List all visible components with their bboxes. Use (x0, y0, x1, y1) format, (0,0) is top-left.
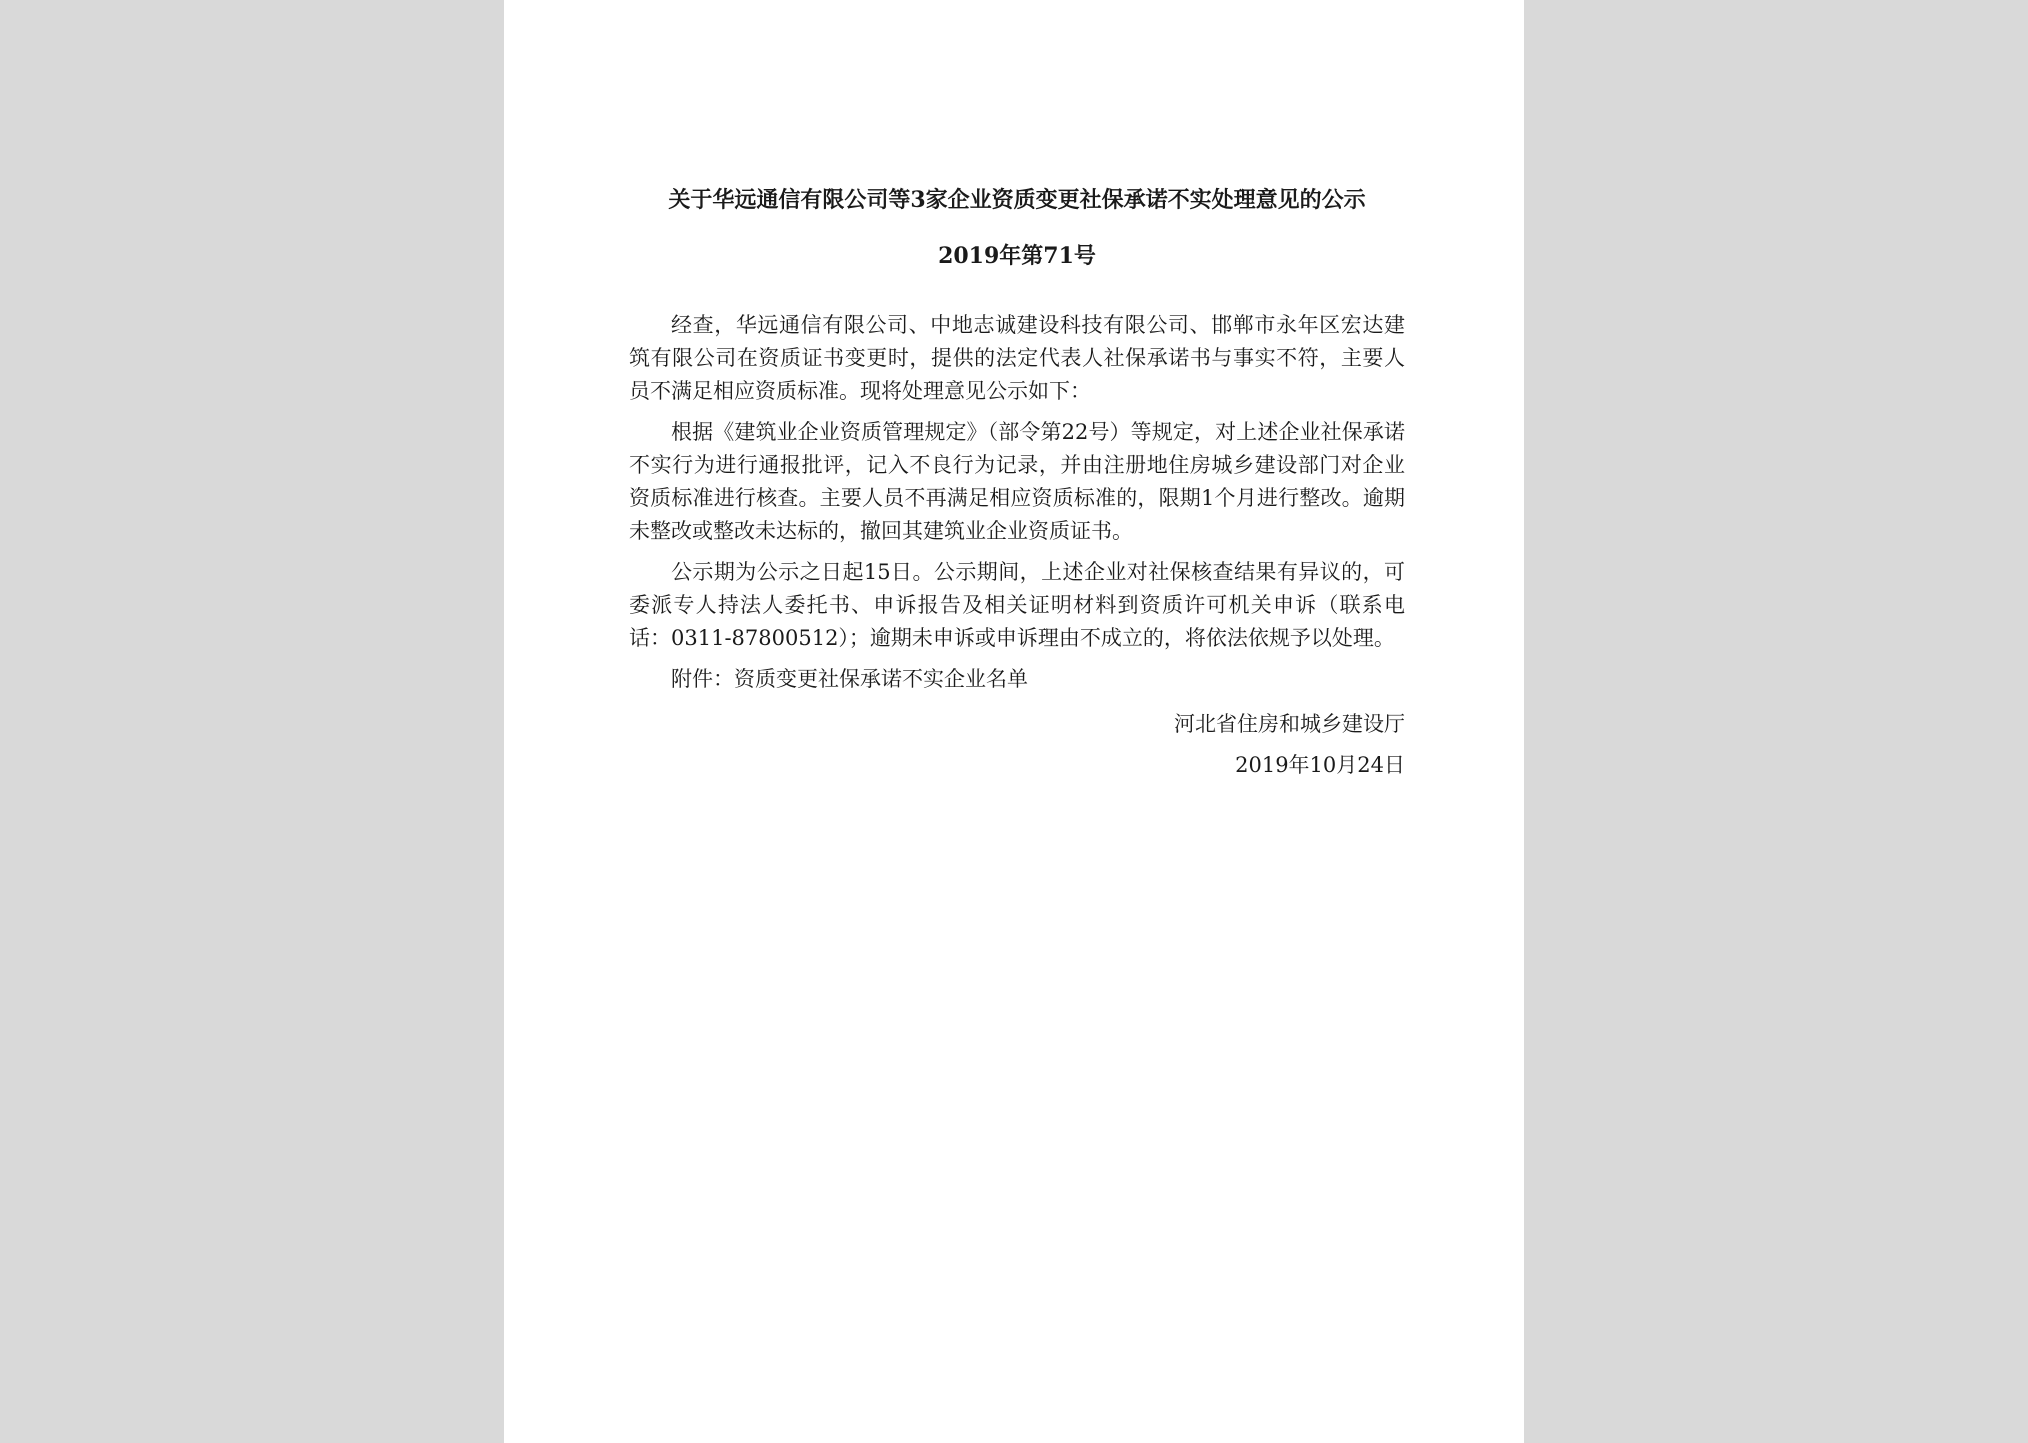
document-number: 2019年第71号 (938, 243, 1096, 269)
paragraph-attachment: 附件：资质变更社保承诺不实企业名单 (671, 667, 1028, 691)
document-page (504, 0, 1524, 1443)
paragraph-findings: 经查，华远通信有限公司、中地志诚建设科技有限公司、邯郸市永年区宏达建筑有限公司在资质证书变更时，提供的法定代表人社保承诺书与事实不符，主要人员不满足相应资质标准。现将处理意见公示如下： (629, 313, 1405, 403)
signature-block (629, 708, 1405, 782)
issuer-name: 河北省住房和城乡建设厅 (1174, 712, 1405, 736)
document-title: 关于华远通信有限公司等3家企业资质变更社保承诺不实处理意见的公示 (668, 187, 1366, 213)
paragraph-public-period: 公示期为公示之日起15日。公示期间，上述企业对社保核查结果有异议的，可委派专人持法人委托书、申诉报告及相关证明材料到资质许可机关申诉（联系电话：0311-87800512）；逾期未申诉或申诉理由不成立的，将依法依规予以处理。 (629, 560, 1405, 650)
document-body (629, 309, 1405, 696)
document-content (629, 183, 1405, 790)
issue-date: 2019年10月24日 (1235, 753, 1405, 777)
paragraph-handling: 根据《建筑业企业资质管理规定》（部令第22号）等规定，对上述企业社保承诺不实行为进行通报批评，记入不良行为记录，并由注册地住房城乡建设部门对企业资质标准进行核查。主要人员不再满足相应资质标准的，限期1个月进行整改。逾期未整改或整改未达标的，撤回其建筑业企业资质证书。 (629, 420, 1405, 543)
